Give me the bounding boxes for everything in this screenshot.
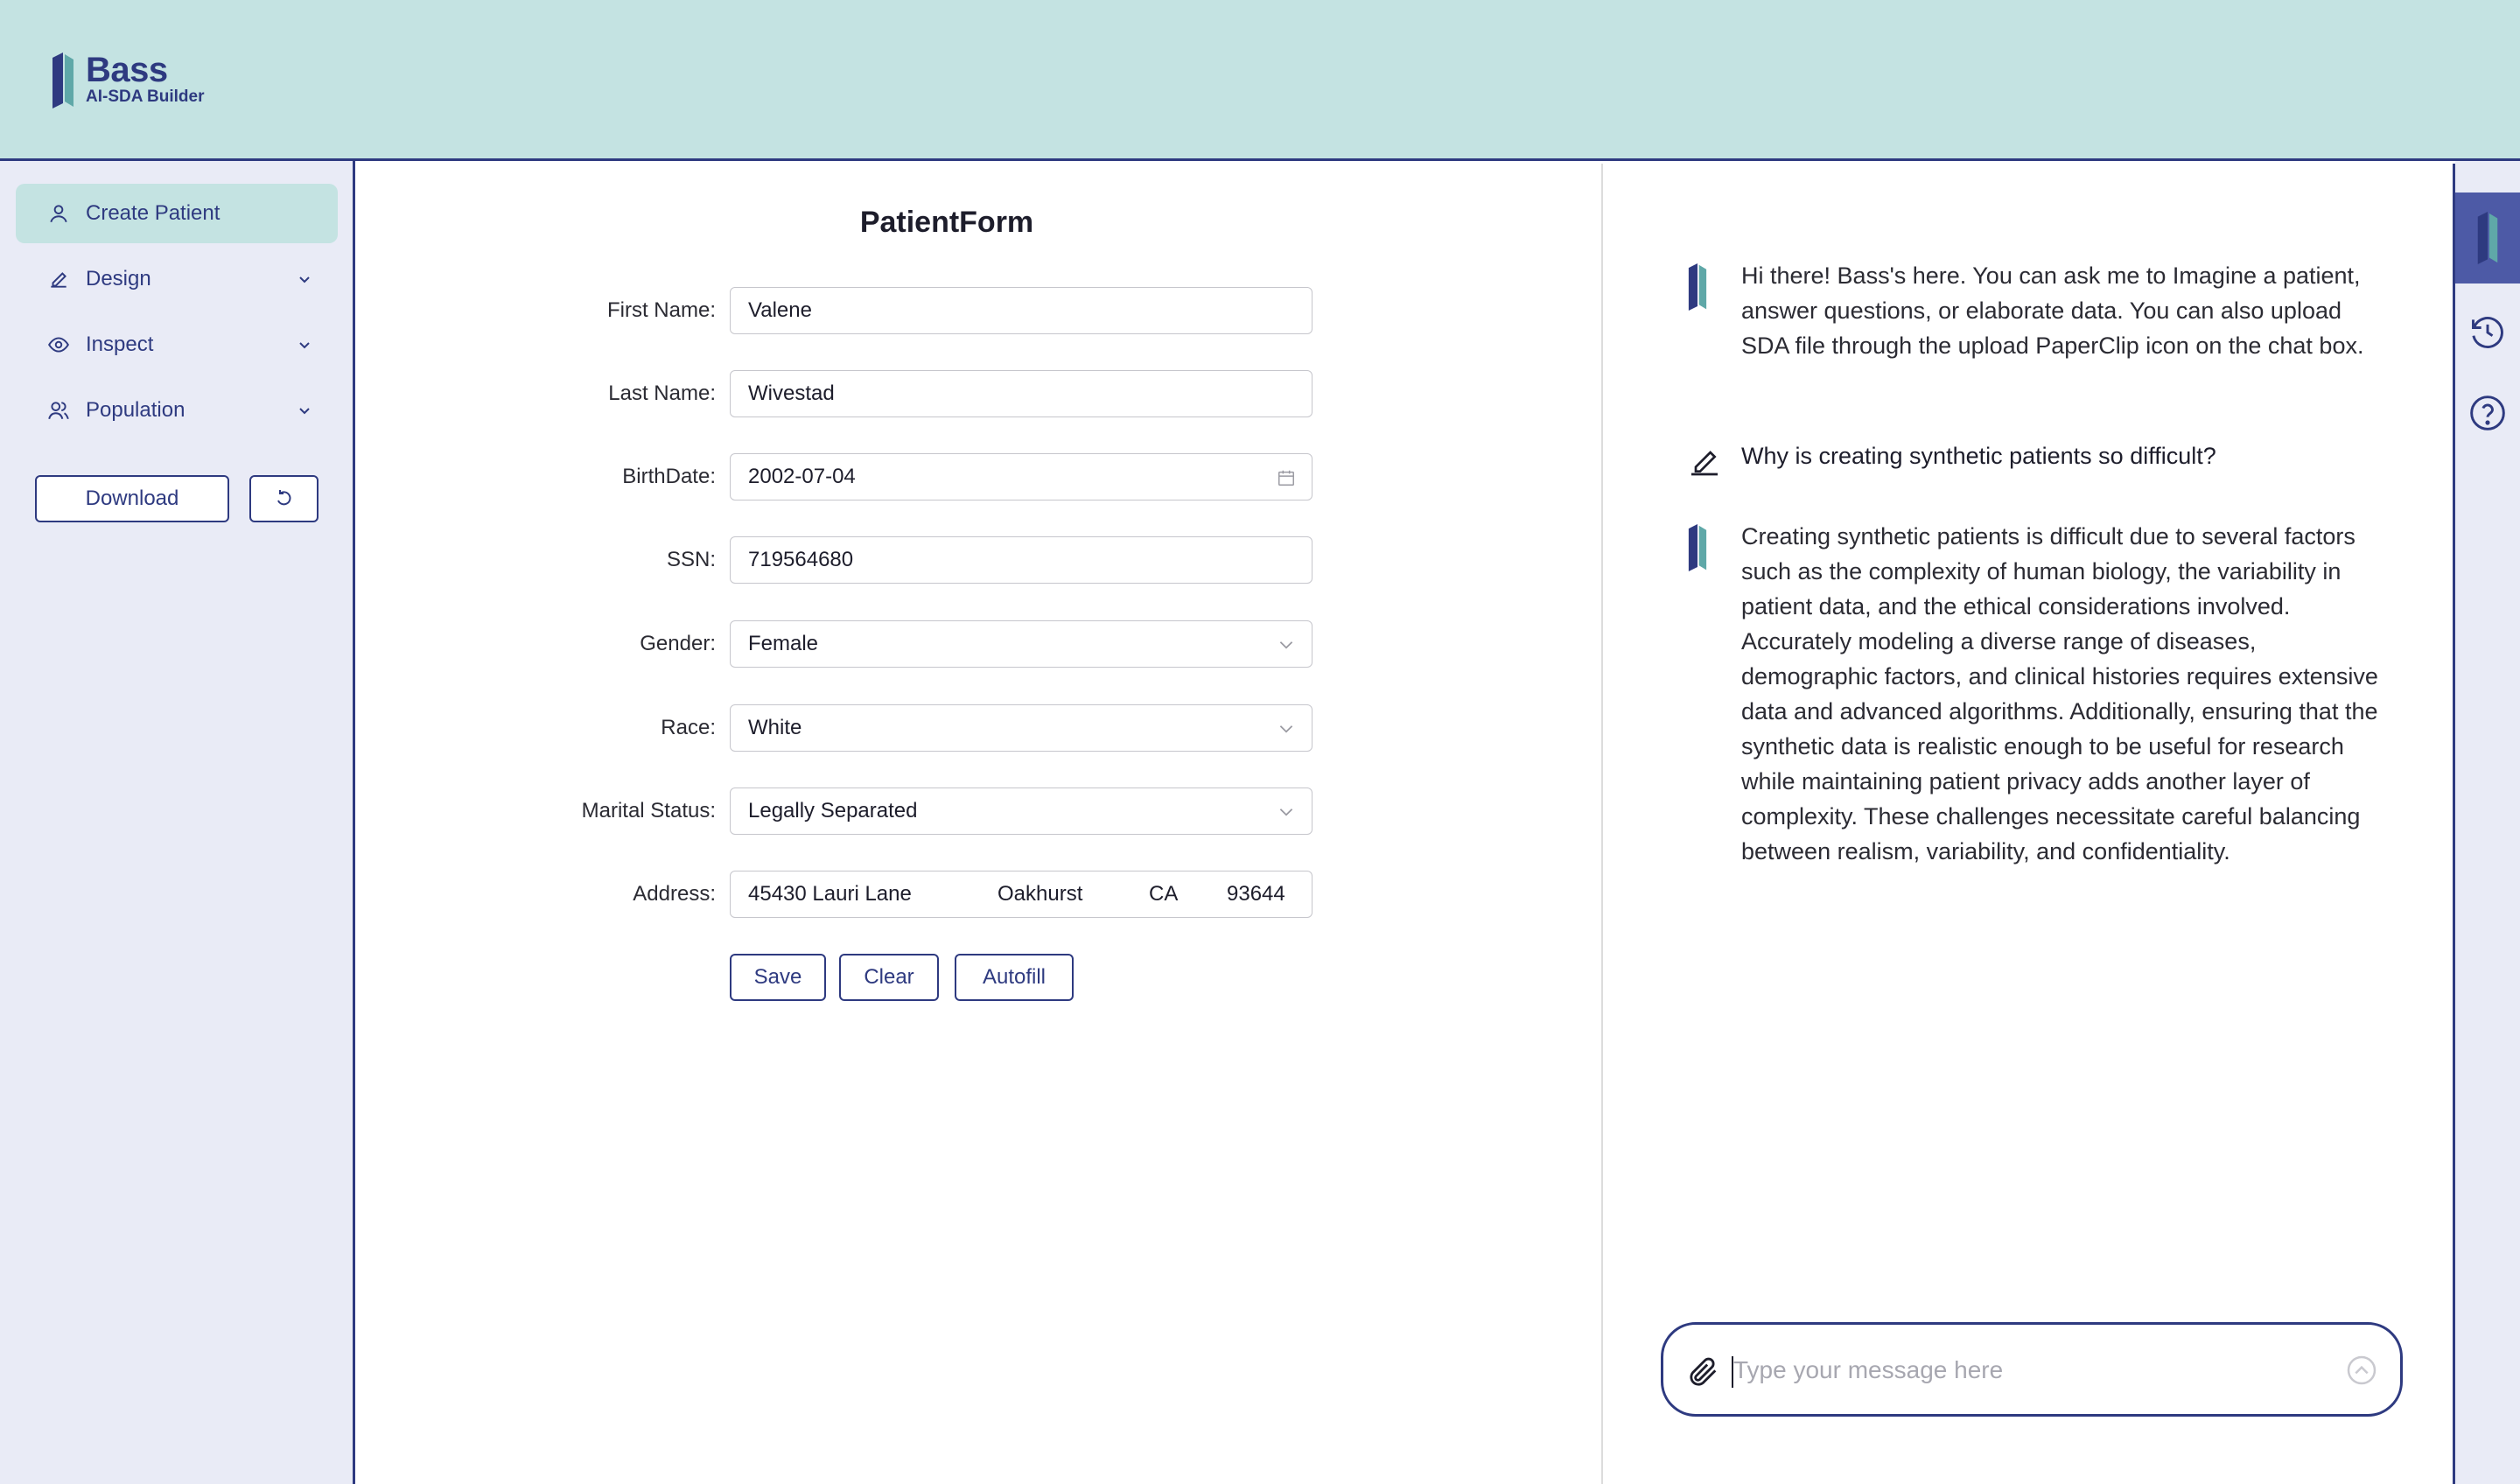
birthdate-row [355,453,1603,500]
chat-pane [1605,164,2455,1484]
first-name-input[interactable]: Valene [730,287,1312,334]
race-select[interactable] [730,704,1312,752]
gender-select[interactable] [730,620,1312,668]
address-city-input[interactable]: Oakhurst [980,871,1132,918]
right-rail [2455,161,2520,1484]
race-value: White [748,716,802,739]
users-icon [47,399,70,422]
race-row [355,704,1603,752]
birthdate-label: BirthDate: [622,465,716,488]
form-actions [355,954,1603,1001]
left-sidebar [0,161,355,1484]
rail-chat-button[interactable] [2455,192,2520,284]
marital-status-label: Marital Status: [581,799,716,822]
marital-status-select[interactable] [730,788,1312,835]
send-icon[interactable] [2344,1353,2379,1388]
chat-message-text: Hi there! Bass's here. You can ask me to Imagine a patient, answer questions, or elaborate data. You can also upload SDA file through the upload PaperClip icon on the chat box. [1741,262,2364,359]
sidebar-item-label: Inspect [86,332,154,356]
gender-row [355,620,1603,668]
address-label: Address: [633,882,716,906]
gender-value: Female [748,632,819,655]
bass-logo-icon [2475,212,2500,264]
bass-logo-icon [1687,263,1722,312]
sidebar-item-inspect[interactable] [16,315,338,374]
app-subtitle: AI-SDA Builder [86,88,205,106]
history-icon [2468,313,2507,352]
chevron-down-icon[interactable] [296,402,313,419]
chevron-down-icon [1277,719,1296,738]
sidebar-item-population[interactable] [16,381,338,440]
address-state-input[interactable]: CA [1131,871,1210,918]
last-name-input[interactable]: Wivestad [730,370,1312,417]
save-button[interactable]: Save [730,954,826,1001]
last-name-row [355,370,1603,417]
download-button[interactable]: Download [35,475,229,522]
address-street-input[interactable]: 45430 Lauri Lane [730,871,981,918]
eye-icon [47,333,70,356]
pencil-icon [1687,444,1722,493]
ssn-row [355,536,1603,584]
first-name-row [355,287,1603,334]
sidebar-item-label: Design [86,267,151,290]
first-name-label: First Name: [606,298,716,322]
chat-input-box [1661,1322,2403,1417]
birthdate-input[interactable] [730,453,1312,500]
chevron-down-icon [1277,635,1296,654]
help-icon [2468,394,2507,432]
bass-logo-icon [51,52,75,108]
rail-help-button[interactable] [2455,368,2520,458]
calendar-icon[interactable] [1277,468,1296,487]
top-header [0,0,2520,161]
sidebar-item-design[interactable] [16,249,338,309]
address-zip-input[interactable]: 93644 [1209,871,1312,918]
patient-form-pane [355,164,1603,1484]
clear-button[interactable]: Clear [839,954,939,1001]
rail-history-button[interactable] [2455,287,2520,378]
marital-status-row [355,788,1603,835]
user-icon [47,202,70,225]
address-row [355,871,1603,918]
app-logo[interactable] [51,51,226,112]
chat-message-text: Creating synthetic patients is difficult due to several factors such as the complexity of human biology, the variability in patient data, and the ethical considerations involved. Accurately modeling a diverse range of diseases, demographic factors, and clinical histories requires extensive data and advanced algorithms. Additionally, ensuring that the synthetic data is realistic enough to be useful for research while maintaining patient privacy adds another layer of complexity. These challenges necessitate careful balancing between realism, variability, and confidentiality. [1741,523,2378,864]
race-label: Race: [661,716,716,739]
birthdate-value: 2002-07-04 [748,465,856,488]
refresh-button[interactable] [249,475,318,522]
ssn-input[interactable]: 719564680 [730,536,1312,584]
chevron-down-icon [1277,802,1296,822]
form-title: PatientForm [859,206,1034,239]
chat-message-input[interactable] [1733,1346,2311,1395]
ssn-label: SSN: [666,548,716,571]
pencil-icon [47,268,70,290]
bass-logo-icon [1687,524,1722,573]
sidebar-item-label: Create Patient [86,201,220,225]
chevron-down-icon[interactable] [296,270,313,288]
gender-label: Gender: [640,632,716,655]
chat-message-text: Why is creating synthetic patients so difficult? [1741,443,2216,469]
sidebar-item-create-patient[interactable] [16,184,338,243]
paperclip-icon[interactable] [1686,1354,1721,1390]
autofill-button[interactable]: Autofill [955,954,1074,1001]
chevron-down-icon[interactable] [296,336,313,354]
sidebar-item-label: Population [86,398,186,422]
last-name-label: Last Name: [608,382,716,405]
marital-status-value: Legally Separated [748,799,918,822]
refresh-icon [274,488,295,509]
app-name: Bass [86,51,168,89]
